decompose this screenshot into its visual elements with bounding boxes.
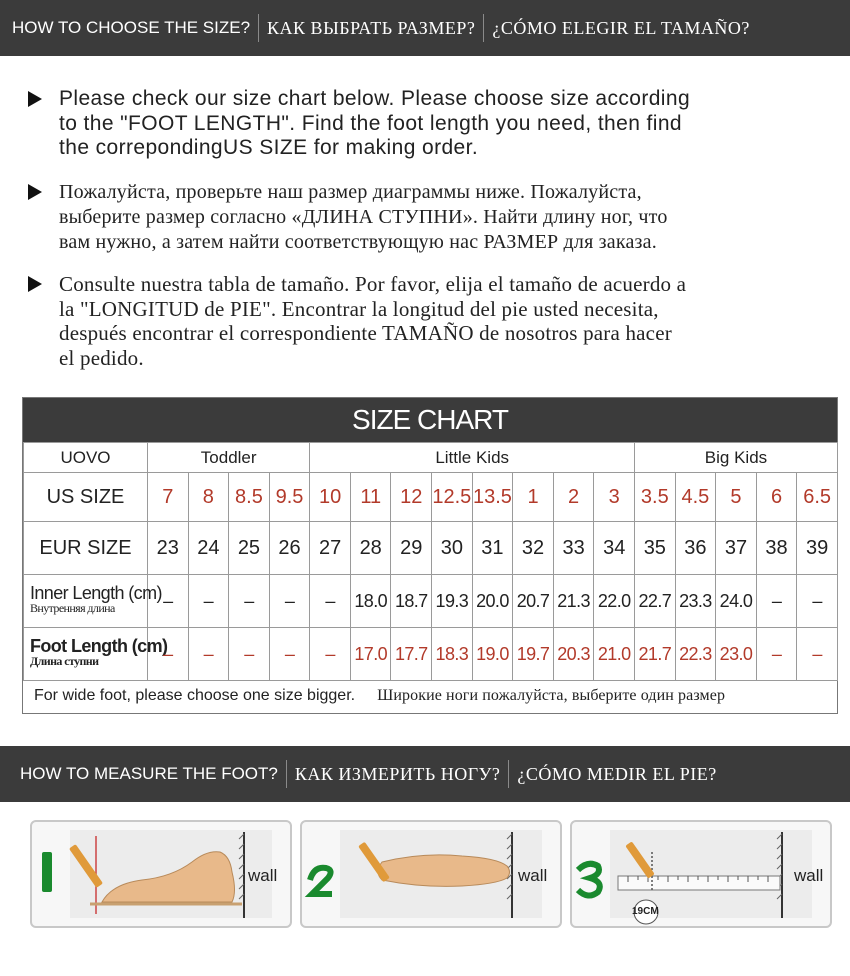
foot-cell: –: [310, 628, 351, 681]
eur-cell: 31: [472, 522, 513, 575]
eur-cell: 23: [148, 522, 189, 575]
foot-length-label: [24, 628, 168, 681]
inner-cell: –: [269, 575, 310, 628]
inner-length-label-en: Inner Length (cm): [30, 583, 162, 603]
eur-cell: 28: [350, 522, 391, 575]
header-title-ru: КАК ВЫБРАТЬ РАЗМЕР?: [267, 17, 476, 38]
inner-cell: 22.7: [635, 575, 676, 628]
inner-cell: 18.7: [391, 575, 432, 628]
digit-2-icon: [310, 868, 332, 894]
inner-length-label-ru: Внутренняя длина: [30, 601, 115, 615]
us-cell: 10: [310, 473, 351, 522]
us-cell: 2: [553, 473, 594, 522]
eur-cell: 27: [310, 522, 351, 575]
us-size-row: [24, 473, 838, 522]
foot-cell: –: [188, 628, 229, 681]
us-cell: 3.5: [635, 473, 676, 522]
group-little-kids: Little Kids: [310, 443, 635, 473]
eur-cell: 33: [553, 522, 594, 575]
us-cell: 11: [350, 473, 391, 522]
note-spanish-text: Consulte nuestra tabla de tamaño. Por favor, elija el tamaño de acuerdo a la "LONGITUD de PIE". Encontrar la longitud del pie usted necesita, después encontrar el correspondiente TAMAÑO de nosotros para hacer el pedido.: [59, 272, 687, 370]
eur-cell: 24: [188, 522, 229, 575]
eur-cell: 38: [756, 522, 797, 575]
foot-cell: –: [269, 628, 310, 681]
us-cell: 4.5: [675, 473, 716, 522]
digit-3-icon: [578, 864, 600, 896]
measure-title-ru: КАК ИЗМЕРИТЬ НОГУ?: [294, 763, 501, 784]
us-cell: 5: [716, 473, 757, 522]
inner-cell: –: [188, 575, 229, 628]
wide-foot-note-ru: Широкие ноги пожалуйста, выберите один размер: [377, 687, 726, 704]
eur-cell: 30: [432, 522, 473, 575]
us-cell: 8.5: [229, 473, 270, 522]
eur-cell: 36: [675, 522, 716, 575]
foot-cell: –: [756, 628, 797, 681]
measure-title-en: HOW TO MEASURE THE FOOT?: [20, 764, 278, 783]
inner-length-row: [24, 575, 838, 628]
foot-cell: –: [229, 628, 270, 681]
wide-foot-note-en: For wide foot, please choose one size bigger.: [34, 687, 356, 704]
inner-cell: 21.3: [553, 575, 594, 628]
us-cell: 13.5: [472, 473, 513, 522]
inner-cell: 19.3: [432, 575, 473, 628]
eur-cell: 34: [594, 522, 635, 575]
foot-cell: 19.0: [472, 628, 513, 681]
us-cell: 3: [594, 473, 635, 522]
us-cell: 12.5: [432, 473, 473, 522]
header-divider: [483, 14, 484, 42]
foot-cell: 20.3: [553, 628, 594, 681]
eur-size-row: [24, 522, 838, 575]
size-chart-title: SIZE CHART: [23, 398, 837, 442]
measure-step-1: [30, 820, 292, 928]
step-3-illustration: [572, 822, 830, 926]
us-cell: 1: [513, 473, 554, 522]
eur-cell: 37: [716, 522, 757, 575]
foot-cell: 23.0: [716, 628, 757, 681]
wall-label: wall: [794, 866, 824, 885]
us-size-label: US SIZE: [24, 473, 148, 522]
inner-cell: 23.3: [675, 575, 716, 628]
header-title-es: ¿CÓMO ELEGIR EL TAMAÑO?: [492, 17, 750, 38]
inner-cell: –: [148, 575, 189, 628]
bullet-arrow-icon: [28, 276, 42, 292]
us-cell: 7: [148, 473, 189, 522]
foot-top-icon: [378, 855, 510, 887]
measure-step-3: [570, 820, 832, 928]
inner-cell: 24.0: [716, 575, 757, 628]
brand-cell: UOVO: [24, 443, 148, 473]
inner-cell: 20.0: [472, 575, 513, 628]
note-english: [28, 87, 828, 161]
group-header-row: [24, 443, 838, 473]
bullet-arrow-icon: [28, 184, 42, 200]
wall-label: wall: [518, 866, 548, 885]
header-divider: [258, 14, 259, 42]
foot-cell: 21.0: [594, 628, 635, 681]
eur-cell: 25: [229, 522, 270, 575]
header-title-en: HOW TO CHOOSE THE SIZE?: [12, 18, 251, 37]
header-divider: [508, 760, 509, 788]
note-spanish: [28, 272, 828, 370]
choose-size-header: [0, 0, 850, 56]
measure-foot-header: [0, 746, 850, 802]
inner-cell: –: [756, 575, 797, 628]
note-russian: [28, 180, 828, 255]
inner-length-label: [24, 575, 162, 628]
ruler-reading: 19CM: [632, 906, 659, 917]
measure-title-es: ¿CÓMO MEDIR EL PIE?: [517, 763, 717, 784]
inner-cell: 22.0: [594, 575, 635, 628]
size-table: [23, 442, 838, 681]
foot-cell: –: [148, 628, 189, 681]
eur-cell: 29: [391, 522, 432, 575]
foot-cell: –: [797, 628, 838, 681]
group-big-kids: Big Kids: [635, 443, 838, 473]
inner-cell: –: [229, 575, 270, 628]
foot-cell: 18.3: [432, 628, 473, 681]
measure-step-2: [300, 820, 562, 928]
group-toddler: Toddler: [148, 443, 310, 473]
digit-1-icon: [42, 852, 52, 892]
inner-cell: 20.7: [513, 575, 554, 628]
wall-label: wall: [248, 866, 278, 885]
note-english-text: Please check our size chart below. Please choose size according to the "FOOT LENGTH". Find the foot length you need, then find the correpondingUS SIZE for making order.: [59, 87, 691, 159]
foot-cell: 22.3: [675, 628, 716, 681]
eur-cell: 32: [513, 522, 554, 575]
eur-size-label: EUR SIZE: [24, 522, 148, 575]
header-divider: [286, 760, 287, 788]
us-cell: 6.5: [797, 473, 838, 522]
inner-cell: –: [310, 575, 351, 628]
us-cell: 6: [756, 473, 797, 522]
us-cell: 9.5: [269, 473, 310, 522]
us-cell: 12: [391, 473, 432, 522]
size-chart: [22, 397, 838, 714]
bullet-arrow-icon: [28, 91, 42, 107]
inner-cell: 18.0: [350, 575, 391, 628]
eur-cell: 39: [797, 522, 838, 575]
foot-cell: 17.7: [391, 628, 432, 681]
eur-cell: 35: [635, 522, 676, 575]
note-russian-text: Пожалуйста, проверьте наш размер диаграммы ниже. Пожалуйста, выберите размер согласно «ДЛИНА СТУПНИ». Найти длину ног, что вам нужно, а затем найти соответствующую нас РАЗМЕР для заказа.: [59, 181, 668, 253]
eur-cell: 26: [269, 522, 310, 575]
us-cell: 8: [188, 473, 229, 522]
foot-cell: 21.7: [635, 628, 676, 681]
foot-length-label-en: Foot Length (cm): [30, 636, 168, 656]
ruler-icon: [618, 876, 780, 890]
foot-cell: 19.7: [513, 628, 554, 681]
foot-length-row: [24, 628, 838, 681]
inner-cell: –: [797, 575, 838, 628]
foot-cell: 17.0: [350, 628, 391, 681]
wide-foot-note: [23, 679, 837, 713]
foot-length-label-ru: Длина ступни: [30, 654, 99, 668]
